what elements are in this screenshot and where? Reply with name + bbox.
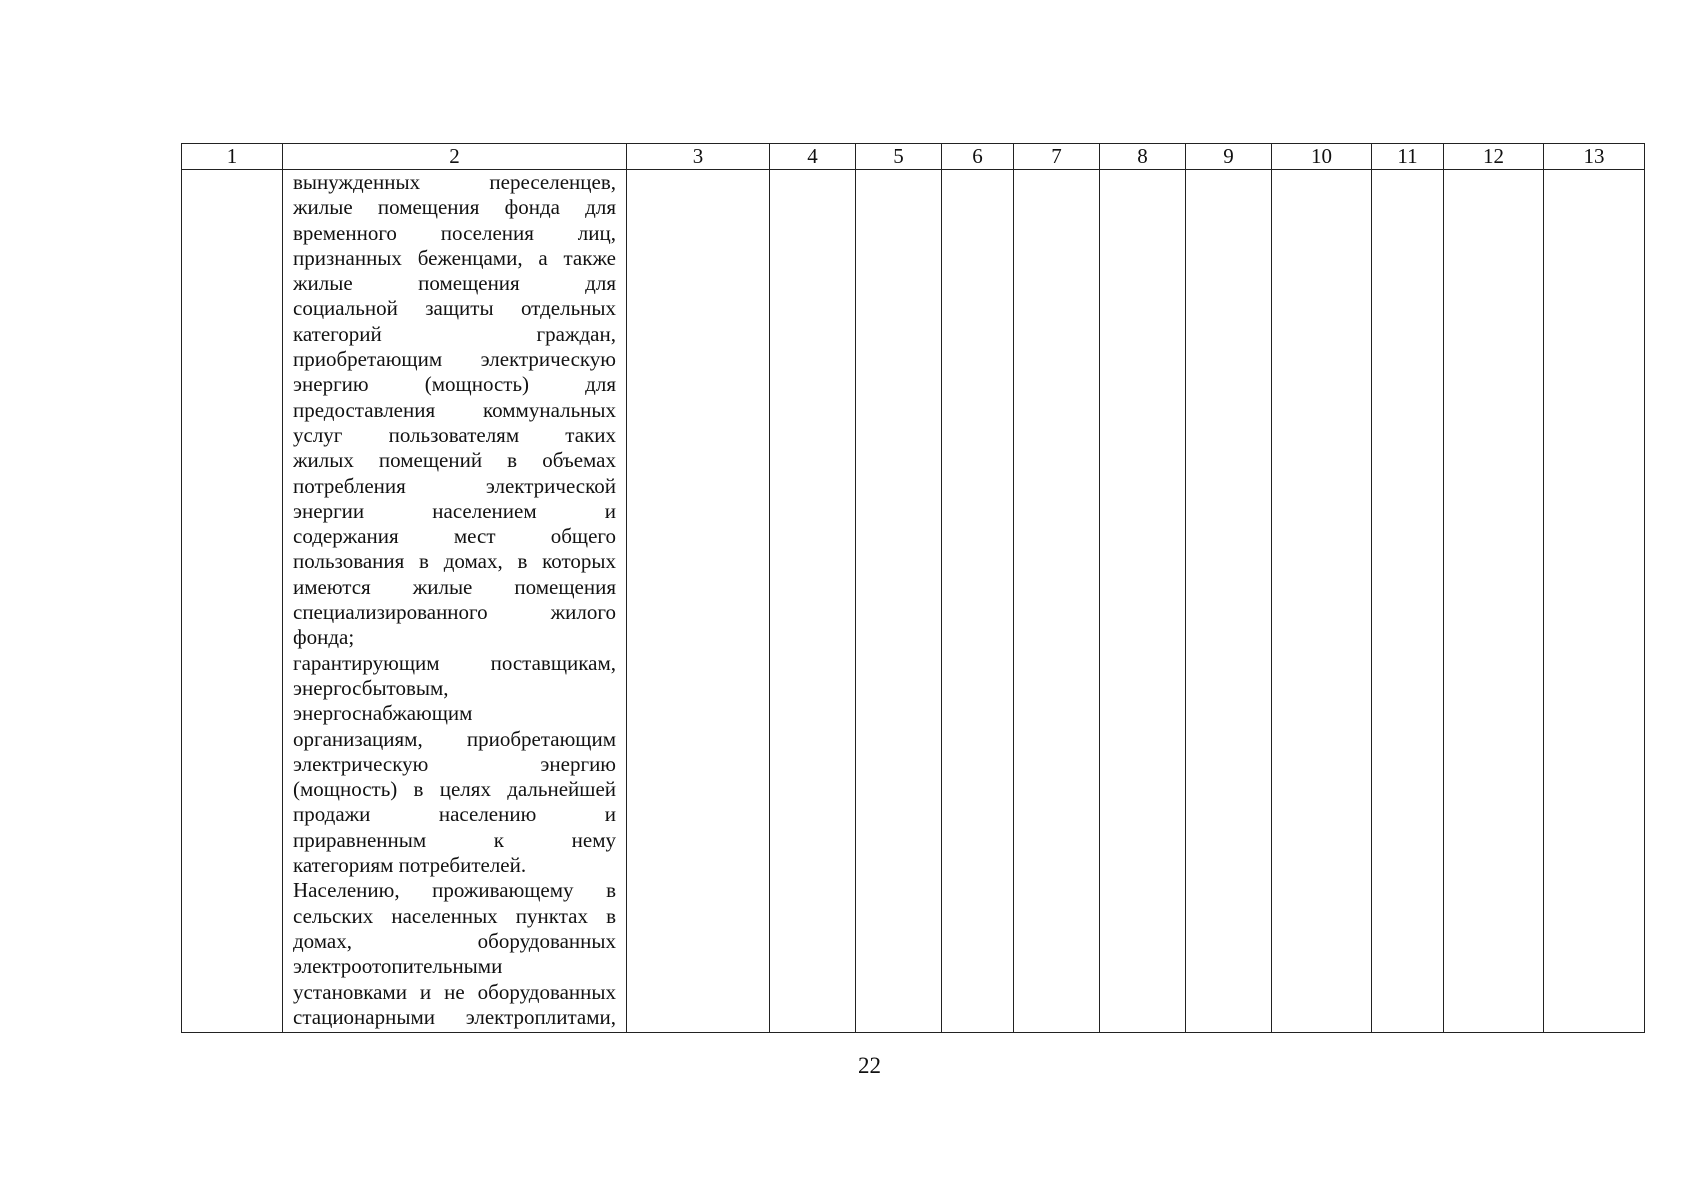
description-line: домах, оборудованных: [293, 928, 616, 953]
description-line: жилые помещения фонда для: [293, 195, 616, 220]
table-cell-col6: [942, 170, 1014, 1033]
description-line: стационарными электроплитами,: [293, 1004, 616, 1029]
description-line: продажи населению и: [293, 802, 616, 827]
description-line: специализированного жилого: [293, 600, 616, 625]
description-line: категориям потребителей.: [293, 853, 527, 878]
column-header: 11: [1372, 144, 1444, 170]
column-header: 7: [1014, 144, 1100, 170]
table-cell-col13: [1544, 170, 1645, 1033]
description-line: фонда;: [293, 625, 355, 650]
table-cell-col11: [1372, 170, 1444, 1033]
column-header: 3: [627, 144, 770, 170]
description-line: энергоснабжающим: [293, 701, 473, 726]
column-header: 4: [770, 144, 856, 170]
description-line: пользования в домах, в которых: [293, 549, 616, 574]
description-line: социальной защиты отдельных: [293, 296, 616, 321]
table-cell-col9: [1186, 170, 1272, 1033]
table-cell-col1: [182, 170, 283, 1033]
column-header: 12: [1444, 144, 1544, 170]
table-header-row: [182, 144, 1645, 170]
table-cell-col12: [1444, 170, 1544, 1033]
column-header: 5: [856, 144, 942, 170]
description-line: энергию (мощность) для: [293, 372, 616, 397]
description-line: имеются жилые помещения: [293, 574, 616, 599]
column-header: 1: [182, 144, 283, 170]
table-cell-col3: [627, 170, 770, 1033]
description-line: потребления электрической: [293, 473, 616, 498]
description-line: энергосбытовым,: [293, 675, 449, 700]
table-cell-col8: [1100, 170, 1186, 1033]
table-cell-col10: [1272, 170, 1372, 1033]
description-line: приравненным к нему: [293, 827, 616, 852]
column-header: 9: [1186, 144, 1272, 170]
description-line: организациям, приобретающим: [293, 726, 616, 751]
description-line: вынужденных переселенцев,: [293, 170, 616, 194]
column-header: 6: [942, 144, 1014, 170]
description-line: сельских населенных пунктах в: [293, 903, 616, 928]
column-header: 13: [1544, 144, 1645, 170]
description-line: электрическую энергию: [293, 751, 616, 776]
description-line: признанных беженцами, а также: [293, 245, 616, 270]
page-number: 22: [858, 1053, 881, 1078]
description-line: услуг пользователям таких: [293, 422, 616, 447]
description-line: (мощность) в целях дальнейшей: [293, 777, 616, 802]
column-header: 2: [283, 144, 627, 170]
description-line: приобретающим электрическую: [293, 347, 616, 372]
table-row: [182, 170, 1645, 1033]
description-line: установками и не оборудованных: [293, 979, 616, 1004]
tariff-table: [181, 143, 1645, 1033]
description-line: электроотопительными: [293, 954, 503, 979]
description-line: Населению, проживающему в: [293, 878, 616, 903]
table-cell-col4: [770, 170, 856, 1033]
description-line: гарантирующим поставщикам,: [293, 650, 616, 675]
description-line: категорий граждан,: [293, 321, 616, 346]
description-line: жилых помещений в объемах: [293, 448, 616, 473]
description-line: временного поселения лиц,: [293, 220, 616, 245]
table-cell-description: [283, 170, 627, 1033]
description-line: жилые помещения для: [293, 271, 616, 296]
table-cell-col7: [1014, 170, 1100, 1033]
description-line: содержания мест общего: [293, 524, 616, 549]
description-line: предоставления коммунальных: [293, 397, 616, 422]
table-cell-col5: [856, 170, 942, 1033]
description-line: энергии населением и: [293, 498, 616, 523]
column-header: 10: [1272, 144, 1372, 170]
column-header: 8: [1100, 144, 1186, 170]
